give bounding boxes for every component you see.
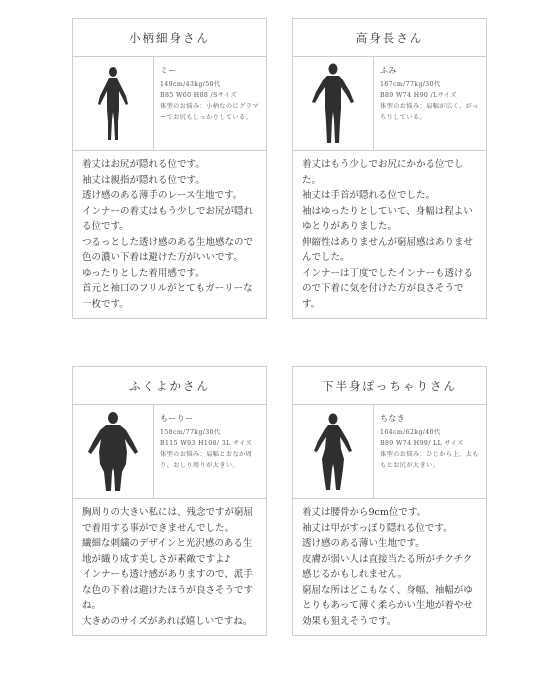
review-line: 首元と袖口のフリルがとてもガーリーな一枚です。 — [82, 283, 253, 310]
review-text — [73, 499, 266, 635]
body-silhouette-icon — [73, 57, 154, 150]
profile-info — [154, 405, 266, 498]
profile-info — [154, 57, 266, 150]
review-line: 袖丈は手首が隠れる位でした。 — [302, 190, 436, 201]
review-line: つるっとした透け感のある生地感なので色の濃い下着は避けた方がいいです。 — [82, 236, 254, 263]
model-name: ちなき — [380, 414, 406, 423]
profile-info — [374, 405, 486, 498]
model-stats: 158cm/77kg/30代 — [160, 429, 221, 436]
model-name: ふみ — [380, 66, 397, 75]
review-text — [293, 499, 486, 635]
model-measurements: B89 W74 H90 /Lサイズ — [380, 92, 457, 99]
review-line: ゆったりとした着用感です。 — [82, 267, 205, 279]
profile-row — [73, 405, 266, 499]
review-line: インナーの着丈はもう少しでお尻が隠れる位です。 — [82, 205, 254, 232]
review-line: 大きめのサイズがあれば嬉しいですね。 — [82, 615, 253, 627]
review-line: 着丈はお尻が隠れる位です。 — [82, 159, 205, 170]
review-line: 袖丈は親指が隠れる位です。 — [82, 174, 205, 186]
body-silhouette-icon — [73, 405, 154, 498]
profile-row — [293, 57, 486, 151]
review-line: 袖丈は甲がすっぽり隠れる位です。 — [302, 522, 453, 534]
model-card-pear-shape — [292, 366, 487, 636]
body-concern: 体型のお悩み：肩幅が広く、がっちりしている。 — [380, 103, 479, 121]
review-line: 透け感のある薄い生地です。 — [302, 538, 425, 549]
model-stats: 167cm/77kg/30代 — [380, 81, 441, 88]
review-line: インナーも透け感がありますので、派手な色の下着は避けたほうが良さそうですね。 — [82, 569, 254, 611]
review-line: 窮屈な所はどこもなく、身幅、袖幅がゆとりもあって薄く柔らかい生地が着やせ効果も狙えそうです。 — [302, 584, 473, 627]
review-line: 皮膚が弱い人は直接当たる所がチクチク感じるかもしれません。 — [302, 553, 473, 580]
model-name: ミー — [160, 66, 177, 75]
body-concern: 体型のお悩み：肩幅とおなか周り、おしり周りが大きい。 — [160, 451, 253, 469]
profile-row — [73, 57, 266, 151]
model-measurements: B89 W74 H99/ LL サイズ — [380, 440, 464, 447]
review-line: 着丈はもう少しでお尻にかかる位でした。 — [302, 159, 464, 186]
review-line: 着丈は腰骨から9cm位です。 — [302, 507, 427, 518]
review-line: インナーは丁度でしたインナーも透けるので下着に気を付けた方が良さそうです。 — [302, 267, 474, 310]
model-measurements: B85 W60 H88 /Sサイズ — [160, 92, 238, 99]
model-card-plump — [72, 366, 267, 636]
body-concern: 体型のお悩み：小柄なのにグラマーでお尻もしっかりしている。 — [160, 103, 259, 121]
review-line: 袖はゆったりとしていて、身幅は程よいゆとりがありました。 — [302, 205, 473, 232]
review-line: 伸縮性はありませんが窮屈感はありませんでした。 — [302, 236, 474, 263]
model-stats: 149cm/43kg/50代 — [160, 81, 221, 88]
review-line: 胸周りの大きい私には、残念ですが窮屈で着用する事ができませんでした。 — [82, 507, 254, 534]
card-title: ふくよかさん — [73, 367, 266, 405]
review-text — [293, 151, 486, 318]
review-line: 繊細な刺繍のデザインと光沢感のある生地が織り成す美しさが素敵ですよ♪ — [82, 538, 253, 565]
review-text — [73, 151, 266, 318]
body-silhouette-icon — [293, 405, 374, 498]
card-title: 下半身ぽっちゃりさん — [293, 367, 486, 405]
review-line: 透け感のある薄手のレース生地です。 — [82, 190, 243, 201]
model-measurements: B115 W93 H108/ 3L サイズ — [160, 440, 253, 447]
model-stats: 164cm/62kg/40代 — [380, 429, 441, 436]
card-title: 高身長さん — [293, 19, 486, 57]
model-card-petite — [72, 18, 267, 319]
profile-row — [293, 405, 486, 499]
model-card-tall — [292, 18, 487, 319]
model-name: もーりー — [160, 414, 194, 423]
body-silhouette-icon — [293, 57, 374, 150]
profile-info — [374, 57, 486, 150]
card-title: 小柄細身さん — [73, 19, 266, 57]
body-concern: 体型のお悩み：ひじから上、太ももとお尻が大きい。 — [380, 451, 479, 469]
